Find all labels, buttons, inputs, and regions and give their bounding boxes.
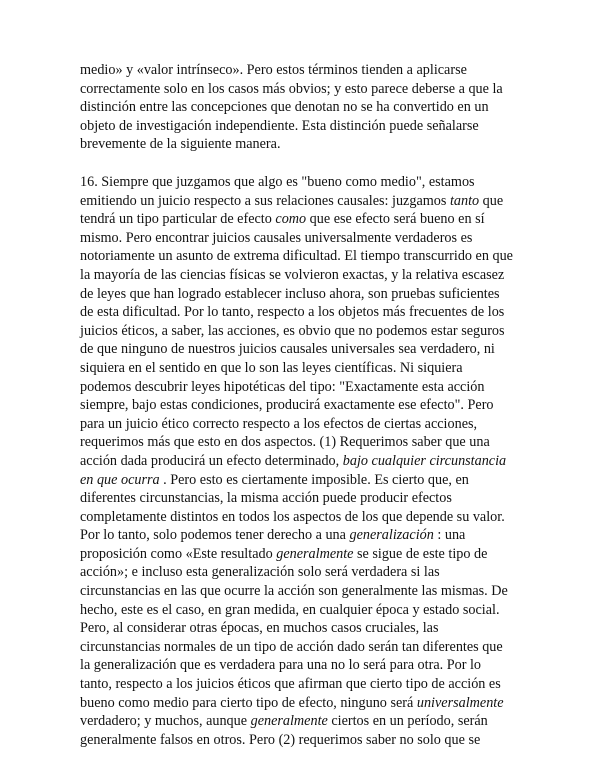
text-run: acción dada producirá un efecto determinado,	[80, 452, 343, 469]
text-line: hecho, este es el caso, en gran medida, en cualquier época y estado social.	[80, 601, 500, 618]
text-run: proposición como «Este resultado	[80, 545, 277, 562]
text-line: la mayoría de las ciencias físicas se volvieron exactas, y la relativa escasez	[80, 266, 505, 283]
text-line	[80, 526, 524, 545]
text-line	[80, 694, 524, 713]
text-run: que	[479, 192, 504, 209]
text-line: completamente distintos en todos los aspectos de los que depende su valor.	[80, 508, 505, 525]
text-line: notoriamente un asunto de extrema dificultad. El tiempo transcurrido en que	[80, 248, 513, 265]
text-run: ciertos en un período, serán	[327, 713, 488, 730]
text-line: acción»; e incluso esta generalización solo será verdadera si las	[80, 564, 440, 581]
italic-text: bajo cualquier circunstancia	[342, 452, 507, 469]
text-line: distinción entre las concepciones que denotan no se ha convertido en un	[80, 99, 489, 116]
text-line: requerimos más que esto en dos aspectos. (1) Requerimos saber que una	[80, 434, 490, 451]
text-line: 16. Siempre que juzgamos que algo es "bueno como medio", estamos	[80, 174, 475, 190]
text-line: correctamente solo en los casos más obvios; y esto parece deberse a que la	[80, 80, 503, 97]
text-run: Por lo tanto, solo podemos tener derecho a una	[80, 527, 350, 544]
text-line	[80, 210, 524, 229]
text-line	[80, 452, 524, 471]
text-run: que ese efecto será bueno en sí	[306, 211, 485, 228]
text-line	[80, 192, 524, 211]
text-line	[80, 712, 524, 731]
text-line	[80, 545, 524, 564]
text-line: juicios éticos, a saber, las acciones, es obvio que no podemos estar seguros	[80, 322, 505, 339]
text-line: mismo. Pero encontrar juicios causales universalmente verdaderos es	[80, 229, 473, 246]
text-line: la generalización que es verdadera para una no lo será para otra. Por lo	[80, 657, 481, 674]
text-run: bueno como medio para cierto tipo de efecto, ninguno será	[80, 694, 417, 711]
paragraph-1	[80, 61, 524, 154]
text-line: Pero, al considerar otras épocas, en muchos casos cruciales, las	[80, 620, 439, 637]
text-line: circunstancias normales de un tipo de acción dado serán tan diferentes que	[80, 638, 503, 655]
italic-text: universalmente	[416, 694, 504, 711]
italic-text: generalización	[349, 527, 434, 544]
text-line: de leyes que han logrado establecer incluso ahora, son pruebas suficientes	[80, 285, 500, 302]
text-run: se sigue de este tipo de	[353, 545, 488, 562]
italic-text: generalmente	[250, 713, 328, 730]
text-line: siempre, bajo estas condiciones, producirá exactamente ese efecto". Pero	[80, 397, 494, 414]
text-line: diferentes circunstancias, la misma acción puede producir efectos	[80, 490, 452, 507]
text-line: de esta dificultad. Por lo tanto, respecto a los objetos más frecuentes de los	[80, 304, 505, 321]
italic-text: en que ocurra	[80, 471, 160, 488]
text-line	[80, 471, 524, 490]
text-line: circunstancias en las que ocurre la acción son generalmente las mismas. De	[80, 583, 508, 600]
text-line: medio» y «valor intrínseco». Pero estos términos tienden a aplicarse	[80, 62, 467, 78]
text-run: emitiendo un juicio respecto a sus relaciones causales: juzgamos	[80, 192, 450, 209]
text-run: verdadero; y muchos, aunque	[80, 713, 251, 730]
text-line: para un juicio ético correcto respecto a los efectos de ciertas acciones,	[80, 415, 478, 432]
text-line: objeto de investigación independiente. Esta distinción puede señalarse	[80, 117, 479, 134]
text-line: de que ninguno de nuestros juicios causales universales sea verdadero, ni	[80, 341, 495, 358]
italic-text: como	[275, 211, 307, 228]
text-line: siquiera en el sentido en que lo son las leyes científicas. Ni siquiera	[80, 359, 463, 376]
paragraph-2	[80, 173, 524, 749]
text-line: generalmente falsos en otros. Pero (2) requerimos saber no solo que se	[80, 731, 481, 748]
text-run: . Pero esto es ciertamente imposible. Es cierto que, en	[159, 471, 469, 488]
italic-text: generalmente	[276, 545, 354, 562]
italic-text: tanto	[449, 192, 480, 209]
text-run: : una	[433, 527, 466, 544]
text-line: podemos descubrir leyes hipotéticas del tipo: "Exactamente esta acción	[80, 378, 485, 395]
text-run: tendrá un tipo particular de efecto	[80, 211, 276, 228]
text-line: tanto, respecto a los juicios éticos que afirman que cierto tipo de acción es	[80, 676, 501, 693]
text-line: brevemente de la siguiente manera.	[80, 136, 281, 153]
